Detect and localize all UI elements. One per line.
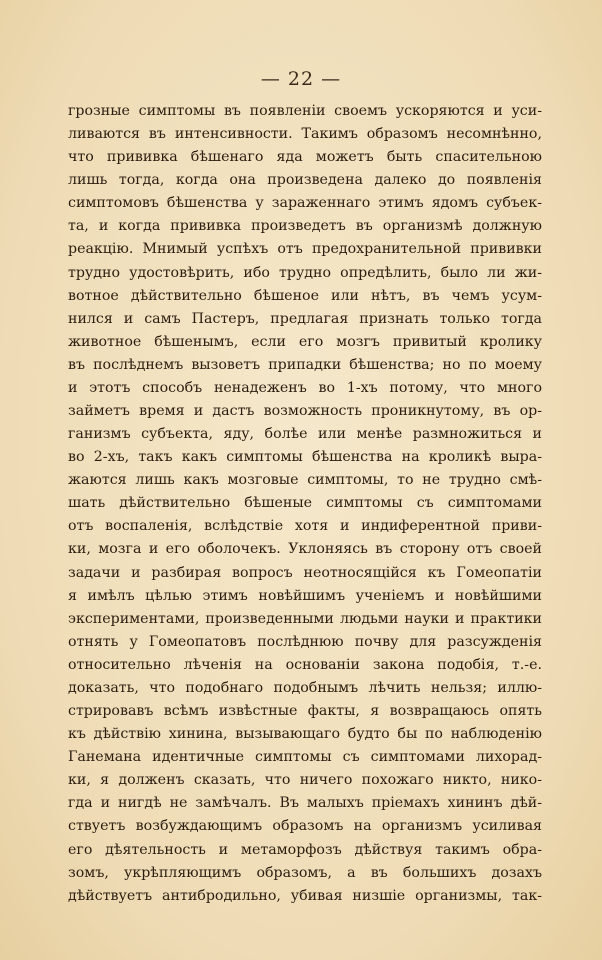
text-line: ливаются въ интенсивности. Такимъ образомъ несомнѣнно, bbox=[68, 126, 542, 143]
text-line: животное бѣшенымъ, если его мозгъ привитый кролику bbox=[68, 333, 542, 350]
body-text bbox=[68, 100, 542, 908]
text-line: вотное дѣйствительно бѣшеное или нѣтъ, въ чемъ усум- bbox=[68, 287, 542, 304]
text-line: гда и нигдѣ не замѣчалъ. Въ малыхъ пріемахъ хининъ дѣй- bbox=[68, 795, 542, 812]
text-line: та, и когда прививка произведетъ въ организмѣ должную bbox=[68, 218, 542, 235]
text-line: его дѣятельность и метаморфозъ дѣйствуя такимъ обра- bbox=[68, 841, 542, 858]
text-line: что прививка бѣшенаго яда можетъ быть спасительною bbox=[68, 149, 542, 166]
text-line: я имѣлъ цѣлью этимъ новѣйшимъ ученіемъ и новѣйшими bbox=[68, 587, 542, 604]
text-line: задачи и разбирая вопросъ неотносящійся къ Гомеопатіи bbox=[68, 564, 542, 581]
text-line: симптомовъ бѣшенства у зараженнаго этимъ ядомъ субъек- bbox=[68, 195, 542, 212]
text-line: къ дѣйствію хинина, вызывающаго будто бы по наблюденію bbox=[68, 726, 542, 743]
text-line: реакцію. Мнимый успѣхъ отъ предохранительной прививки bbox=[68, 241, 542, 258]
text-line: нился и самъ Пастеръ, предлагая признать только тогда bbox=[68, 310, 542, 327]
text-line: шать дѣйствительно бѣшеные симптомы съ симптомами bbox=[68, 495, 542, 512]
text-line: отъ воспаленія, вслѣдствіе хотя и индиферентной приви- bbox=[68, 518, 542, 535]
text-line: займетъ время и дастъ возможность проникнутому, въ ор- bbox=[68, 403, 542, 420]
text-line: ганизмъ субъекта, яду, болѣе или менѣе размножиться и bbox=[68, 426, 542, 443]
text-line: лишь тогда, когда она произведена далеко до появленія bbox=[68, 172, 542, 189]
text-line: трудно удостовѣрить, ибо трудно опредѣлить, было ли жи- bbox=[68, 264, 542, 281]
text-line: относительно лѣченія на основаніи закона подобія, т.-е. bbox=[68, 656, 542, 673]
text-line: во 2-хъ, такъ какъ симптомы бѣшенства на кроликѣ выра- bbox=[68, 449, 542, 466]
text-line: стрировавъ всѣмъ извѣстные факты, я возвращаюсь опять bbox=[68, 703, 542, 720]
text-line: въ послѣднемъ вызоветъ припадки бѣшенства; но по моему bbox=[68, 356, 542, 373]
text-line: доказать, что подобнаго подобнымъ лѣчить нельзя; иллю- bbox=[68, 679, 542, 696]
text-line: зомъ, укрѣпляющимъ образомъ, а въ большихъ дозахъ bbox=[68, 864, 542, 881]
text-line: ки, я долженъ сказать, что ничего похожаго никто, нико- bbox=[68, 772, 542, 789]
text-line: грозные симптомы въ появленіи своемъ ускоряются и уси- bbox=[68, 103, 542, 119]
text-line: и этотъ способъ ненадеженъ во 1-хъ потому, что много bbox=[68, 379, 542, 396]
text-line: жаются лишь какъ мозговые симптомы, то не трудно смѣ- bbox=[68, 472, 542, 489]
text-line: Ганемана идентичные симптомы съ симптомами лихорад- bbox=[68, 749, 542, 766]
text-line: дѣйствуетъ антибродильно, убивая низшіе организмы, так- bbox=[68, 887, 542, 904]
text-line: отнять у Гомеопатовъ послѣднюю почву для разсужденія bbox=[68, 633, 542, 650]
page-number: — 22 — bbox=[260, 68, 342, 90]
text-line: ки, мозга и его оболочекъ. Уклоняясь въ сторону отъ своей bbox=[68, 541, 542, 558]
text-line: экспериментами, произведенными людьми науки и практики bbox=[68, 610, 542, 627]
text-line: ствуетъ возбуждающимъ образомъ на организмъ усиливая bbox=[68, 818, 542, 835]
